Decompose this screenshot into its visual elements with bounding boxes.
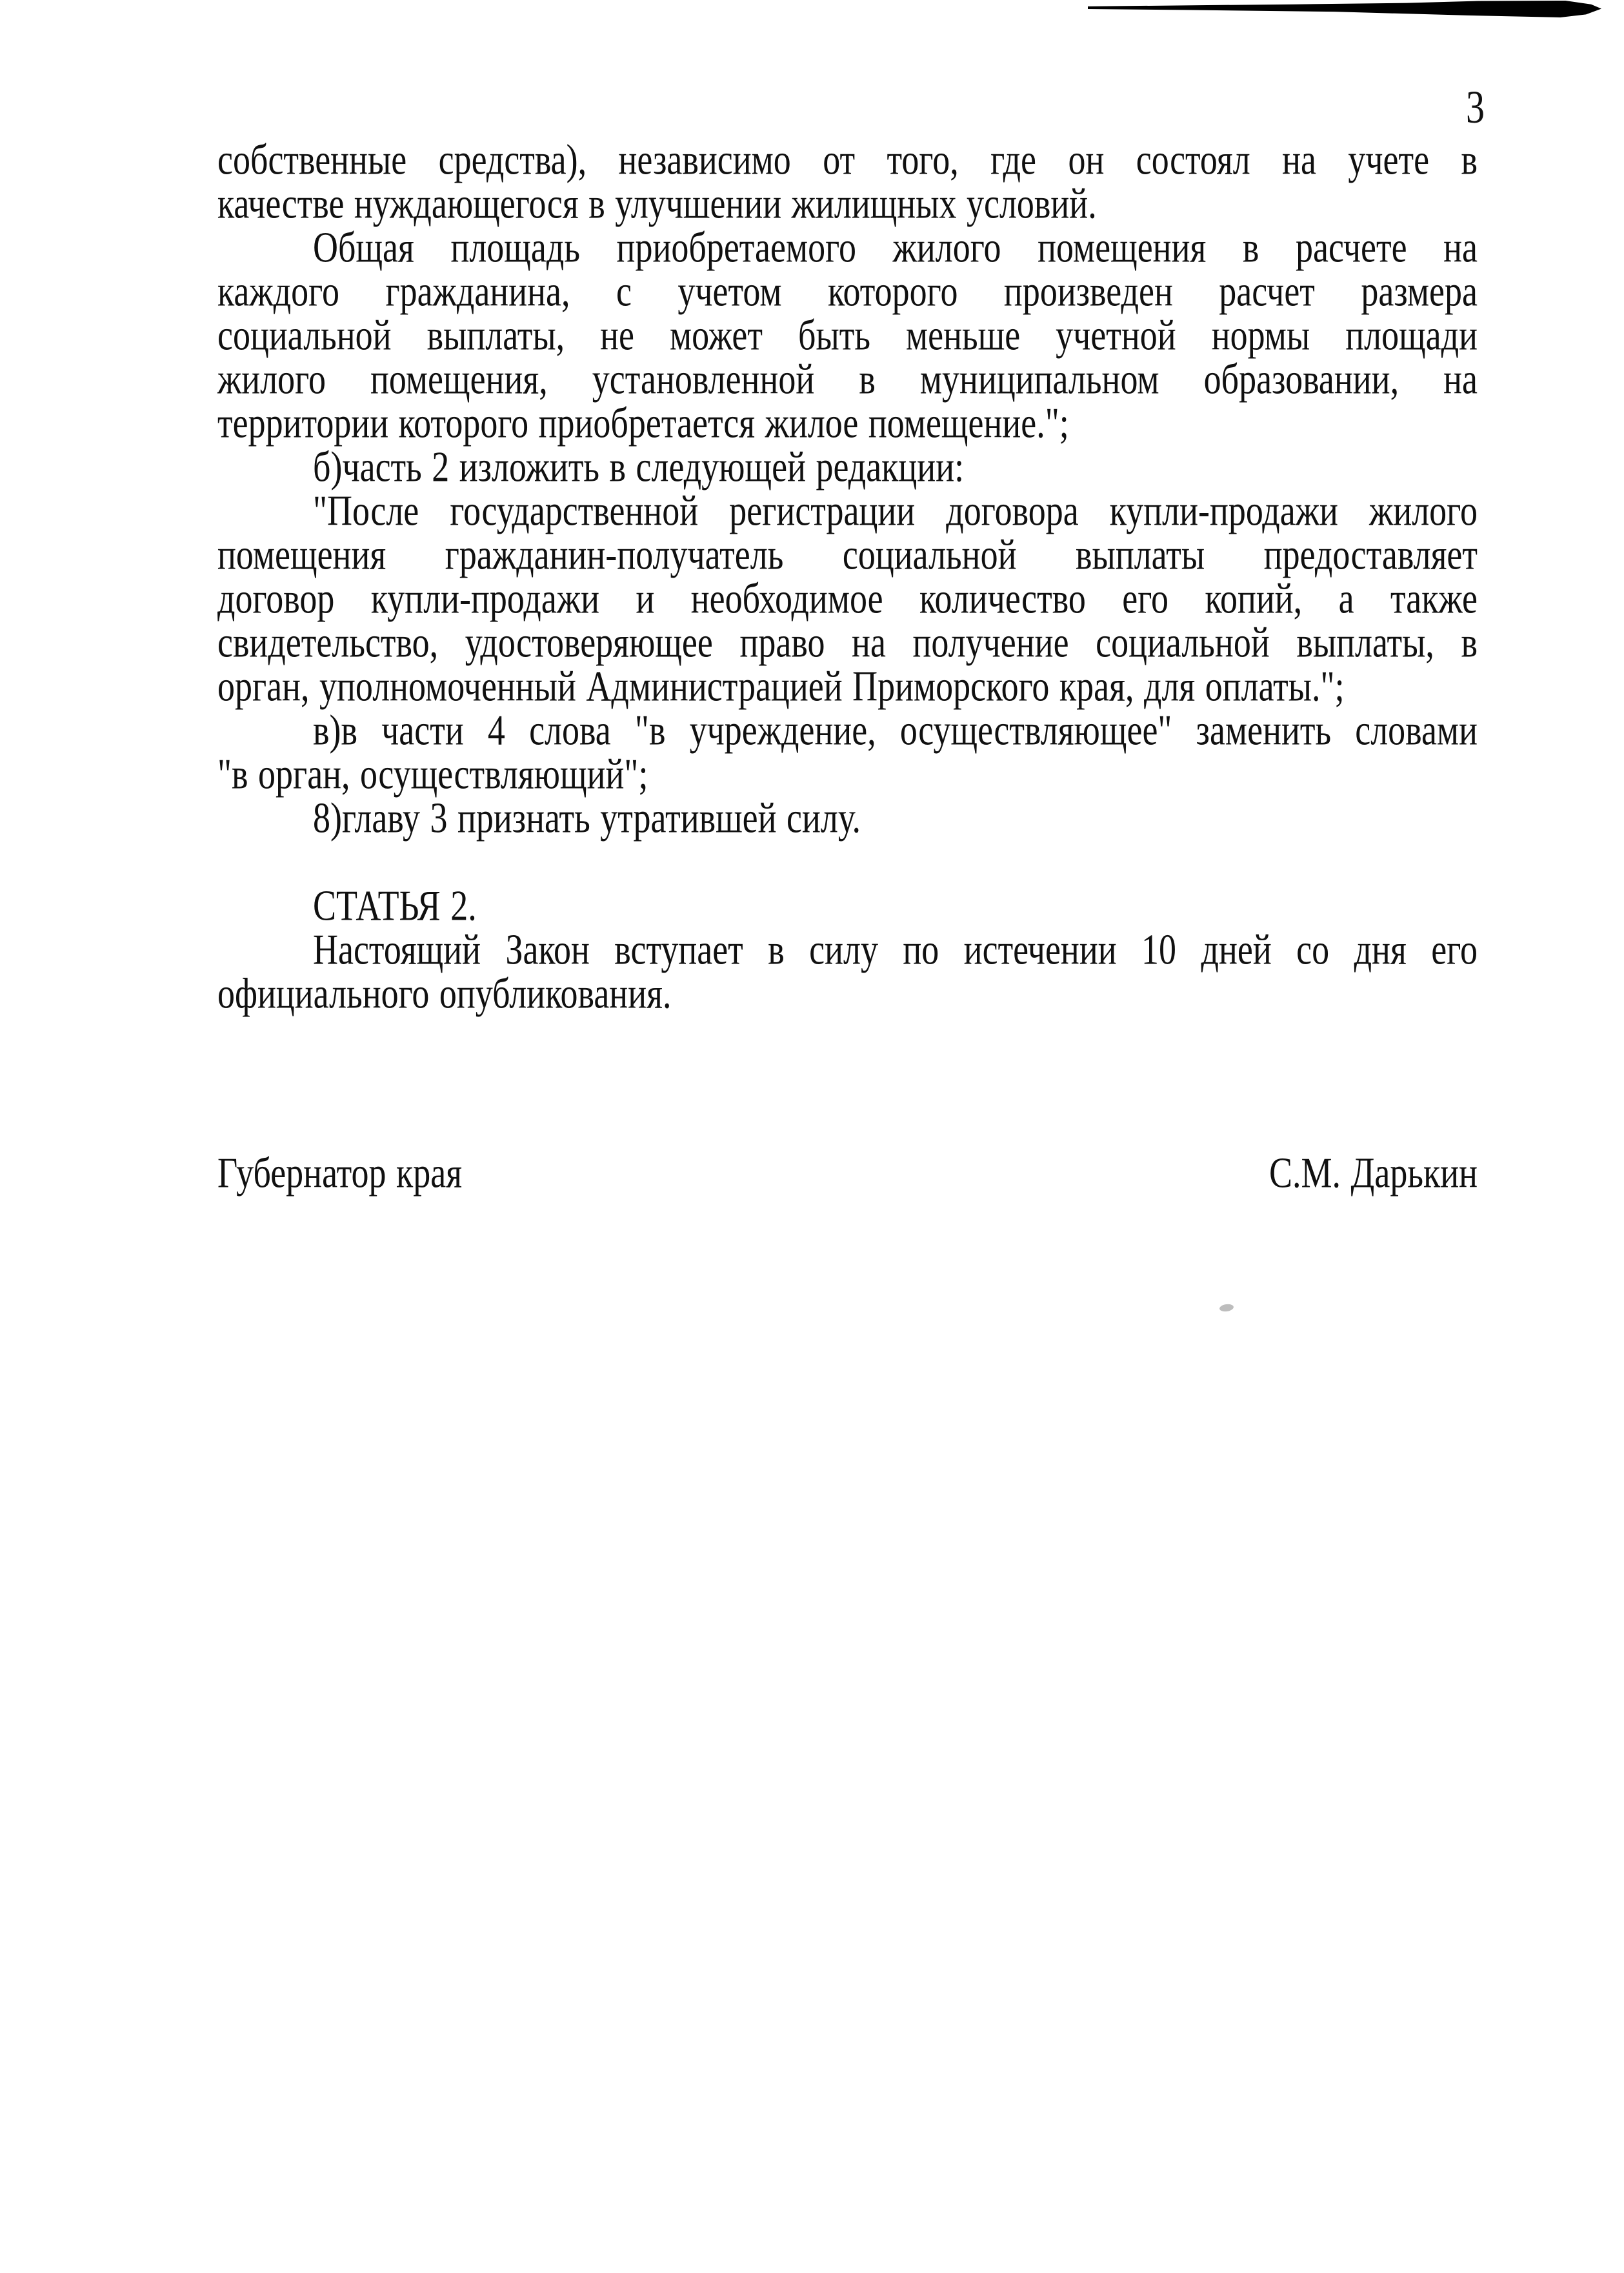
text-line: 8)главу 3 признать утратившей силу. xyxy=(313,793,861,842)
text-line: договор купли-продажи и необходимое количество его копий, а также xyxy=(217,574,1478,623)
page-number: 3 xyxy=(1466,81,1485,134)
text-line: помещения гражданин-получатель социальной выплаты предоставляет xyxy=(217,530,1478,579)
signature-title: Губернатор края xyxy=(217,1148,463,1197)
text-line: "После государственной регистрации договора купли-продажи жилого xyxy=(313,486,1478,535)
text-line: собственные средства), независимо от того, где он состоял на учете в xyxy=(217,135,1478,184)
text-line: орган, уполномоченный Администрацией Приморского края, для оплаты."; xyxy=(217,662,1345,711)
text-line: качестве нуждающегося в улучшении жилищных условий. xyxy=(217,179,1097,228)
document-body xyxy=(217,132,1478,1197)
article-heading: СТАТЬЯ 2. xyxy=(313,881,477,930)
text-line: каждого гражданина, с учетом которого произведен расчет размера xyxy=(217,267,1478,316)
text-line: официального опубликования. xyxy=(217,969,672,1018)
text-line: социальной выплаты, не может быть меньше учетной нормы площади xyxy=(217,310,1478,359)
signature-row xyxy=(217,1146,1478,1200)
signature-name: С.М. Дарькин xyxy=(1269,1148,1478,1197)
scan-artifact-bar xyxy=(1088,1,1601,17)
text-line: свидетельство, удостоверяющее право на получение социальной выплаты, в xyxy=(217,618,1478,667)
text-line: Настоящий Закон вступает в силу по истечении 10 дней со дня его xyxy=(313,925,1478,974)
text-line: Общая площадь приобретаемого жилого помещения в расчете на xyxy=(313,223,1478,272)
text-line: в)в части 4 слова "в учреждение, осуществляющее" заменить словами xyxy=(313,705,1478,754)
text-line: жилого помещения, установленной в муниципальном образовании, на xyxy=(217,354,1478,403)
text-line: "в орган, осуществляющий"; xyxy=(217,749,648,798)
scan-speck xyxy=(1219,1304,1234,1313)
text-line: б)часть 2 изложить в следующей редакции: xyxy=(313,442,965,491)
text-line: территории которого приобретается жилое помещение."; xyxy=(217,398,1069,447)
